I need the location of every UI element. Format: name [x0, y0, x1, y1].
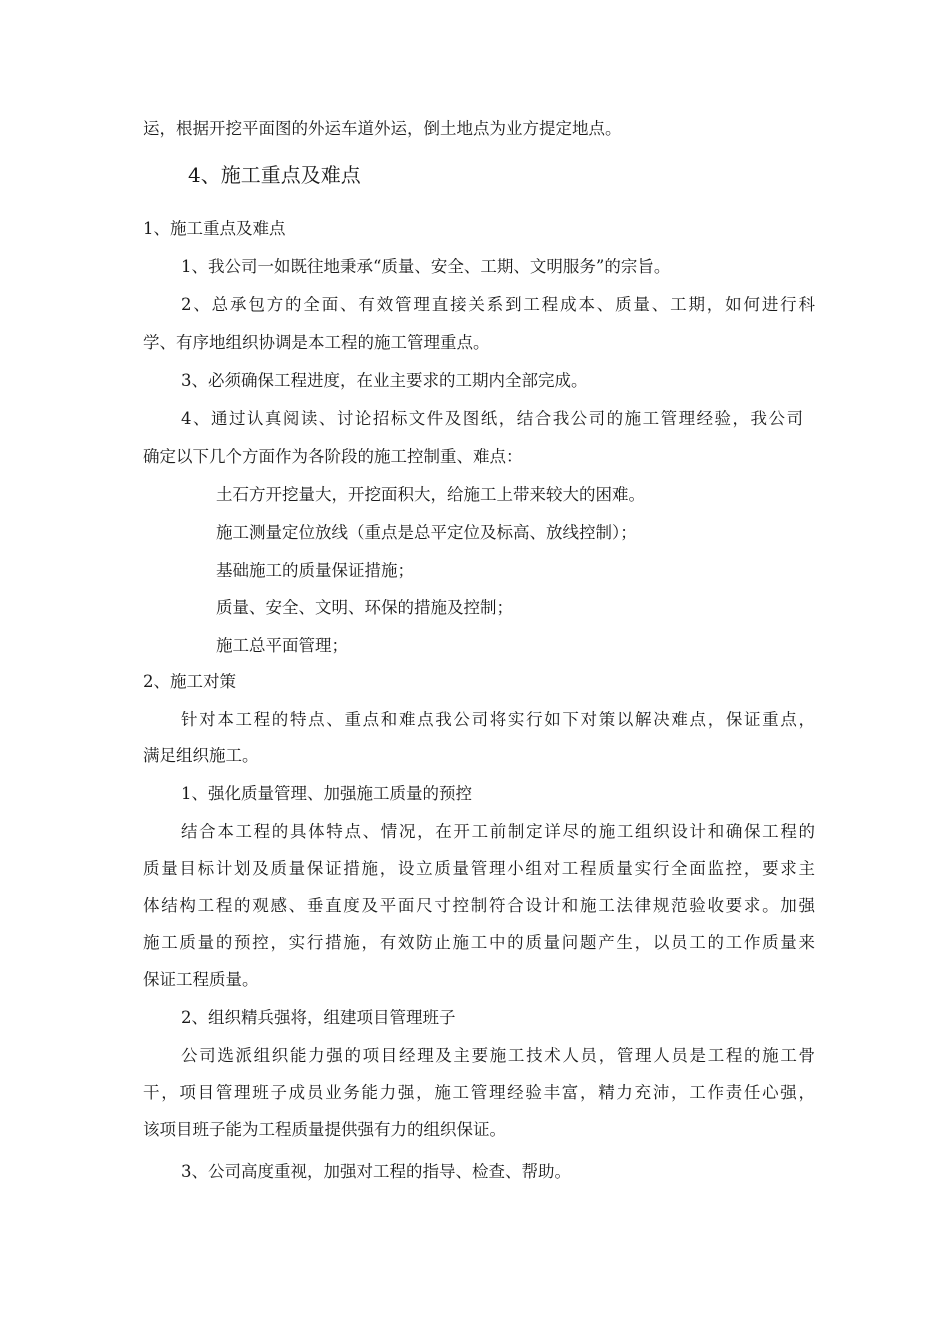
paragraph-line: 干，项目管理班子成员业务能力强，施工管理经验丰富，精力充沛，工作责任心强，: [143, 1083, 815, 1102]
measure-title: 2、组织精兵强将，组建项目管理班子: [181, 1008, 456, 1027]
paragraph-line: 结合本工程的具体特点、情况，在开工前制定详尽的施工组织设计和确保工程的: [181, 822, 815, 841]
measure-title: 3、公司高度重视，加强对工程的指导、检查、帮助。: [181, 1162, 571, 1181]
list-item-continuation: 学、有序地组织协调是本工程的施工管理重点。: [143, 333, 490, 352]
key-point: 施工测量定位放线（重点是总平定位及标高、放线控制）；: [216, 523, 637, 542]
paragraph-line: 保证工程质量。: [143, 970, 259, 989]
paragraph-line: 施工质量的预控，实行措施，有效防止施工中的质量问题产生，以员工的工作质量来: [143, 933, 815, 952]
paragraph-line: 体结构工程的观感、垂直度及平面尺寸控制符合设计和施工法律规范验收要求。加强: [143, 896, 815, 915]
paragraph-line: 满足组织施工。: [143, 746, 259, 765]
list-item: 3、必须确保工程进度，在业主要求的工期内全部完成。: [181, 371, 588, 390]
key-point: 施工总平面管理；: [216, 636, 348, 655]
paragraph-line: 公司选派组织能力强的项目经理及主要施工技术人员，管理人员是工程的施工骨: [181, 1046, 815, 1065]
key-point: 土石方开挖量大，开挖面积大，给施工上带来较大的困难。: [216, 485, 645, 504]
paragraph-line: 针对本工程的特点、重点和难点我公司将实行如下对策以解决难点，保证重点，: [181, 710, 815, 729]
section-heading: 4、施工重点及难点: [188, 163, 361, 187]
list-item-continuation: 确定以下几个方面作为各阶段的施工控制重、难点：: [143, 447, 523, 466]
paragraph-line: 质量目标计划及质量保证措施，设立质量管理小组对工程质量实行全面监控，要求主: [143, 859, 815, 878]
measure-title: 1、强化质量管理、加强施工质量的预控: [181, 784, 472, 803]
paragraph-line: 该项目班子能为工程质量提供强有力的组织保证。: [143, 1120, 506, 1139]
key-point: 质量、安全、文明、环保的措施及控制；: [216, 598, 513, 617]
list-item: 1、我公司一如既往地秉承“质量、安全、工期、文明服务”的宗旨。: [181, 257, 671, 276]
list-item: 4、通过认真阅读、讨论招标文件及图纸，结合我公司的施工管理经验，我公司: [181, 409, 803, 428]
list-item: 2、总承包方的全面、有效管理直接关系到工程成本、质量、工期，如何进行科: [181, 295, 815, 314]
subsection-title-2: 2、施工对策: [143, 672, 236, 691]
key-point: 基础施工的质量保证措施；: [216, 561, 414, 580]
subsection-title-1: 1、施工重点及难点: [143, 219, 286, 238]
paragraph-continuation: 运，根据开挖平面图的外运车道外运，倒土地点为业方提定地点。: [143, 119, 622, 138]
